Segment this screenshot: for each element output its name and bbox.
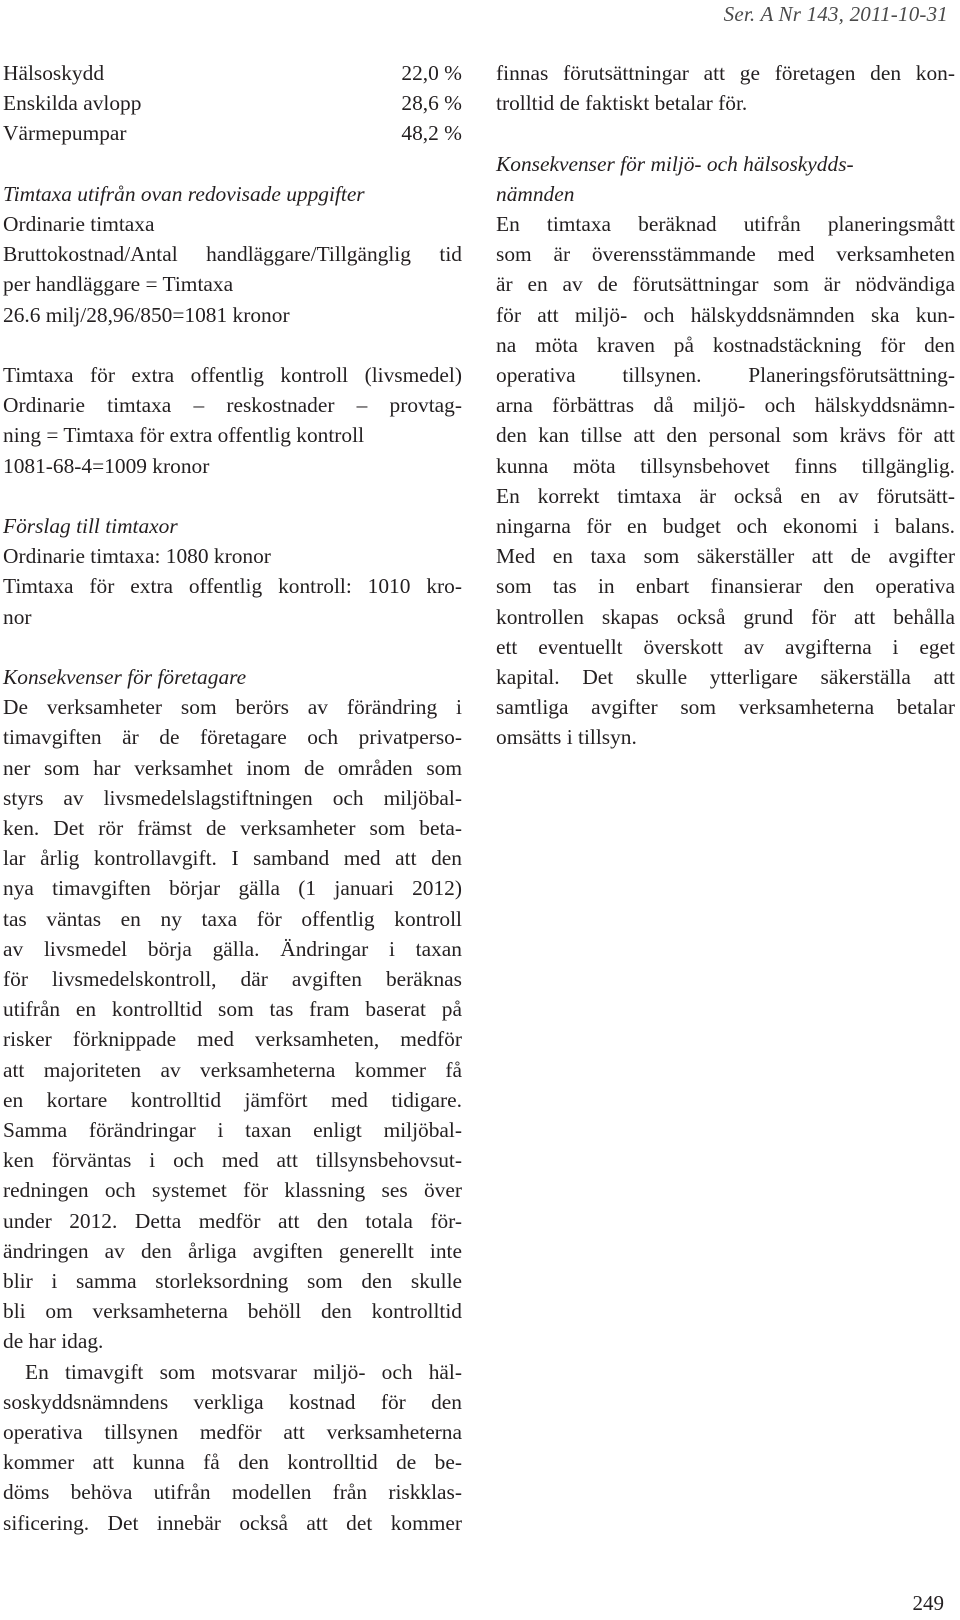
text-line: för att miljö- och hälskyddsnämnden ska kun- [496, 302, 955, 327]
section-heading: Timtaxa utifrån ovan redovisade uppgifter [3, 181, 365, 206]
stat-row [3, 88, 462, 118]
text-line: kommer att kunna få den kontrolltid de be- [3, 1450, 462, 1475]
text-line: timavgiften är de företagare och privatperso- [3, 725, 462, 750]
text-line: för livsmedelskontroll, där avgiften beräknas [3, 967, 462, 992]
text-line: samtliga avgifter som verksamheterna betalar [496, 695, 955, 720]
text-line: ning = Timtaxa för extra offentlig kontroll [3, 423, 365, 448]
stat-label: Värmepumpar [3, 121, 127, 146]
paragraph [496, 58, 955, 118]
text-line: De verksamheter som berörs av förändring i [3, 695, 462, 720]
text-line: ken. Det rör främst de verksamheter som beta- [3, 816, 462, 841]
text-line: risker förknippade med verksamheten, medför [3, 1027, 462, 1052]
text-line: operativa tillsynen. Planeringsförutsättning- [496, 363, 955, 388]
text-line: ner som har verksamhet inom de områden som [3, 755, 462, 780]
text-line: soskyddsnämndens verkliga kostnad för den [3, 1389, 462, 1414]
page-header: Ser. A Nr 143, 2011-10-31 [723, 2, 948, 26]
text-line: ningarna för en budget och ekonomi i balans. [496, 514, 955, 539]
text-line: att majoriteten av verksamheterna kommer få [3, 1057, 462, 1082]
text-line: redningen och systemet för klassning ses över [3, 1178, 462, 1203]
section-heading: Konsekvenser för företagare [3, 665, 247, 689]
stat-row [3, 58, 462, 88]
stat-label: Enskilda avlopp [3, 91, 142, 116]
text-line: ändringen av den årliga avgiften generellt inte [3, 1238, 462, 1263]
text-line: en kortare kontrolltid jämfört med tidigare. [3, 1087, 462, 1112]
text-line: som tas in enbart finansierar den operativa [496, 574, 955, 599]
text-line: En timavgift som motsvarar miljö- och häl- [25, 1359, 462, 1384]
committee-consequences-section [496, 149, 955, 753]
text-line: kunna möta tillsynsbehovet finns tillgänglig. [496, 453, 955, 478]
text-line: Samma förändringar i taxan enligt miljöbal- [3, 1118, 462, 1143]
text-line: En korrekt timtaxa är också en av förutsätt- [496, 483, 955, 508]
left-column [3, 58, 462, 1538]
text-line: är en av de förutsättningar som är nödvändiga [496, 272, 955, 297]
text-line: Bruttokostnad/Antal handläggare/Tillgänglig tid [3, 242, 462, 267]
text-line: kapital. Det skulle ytterligare säkerställa att [496, 665, 955, 690]
section-heading: Förslag till timtaxor [3, 514, 178, 538]
right-column [496, 58, 955, 753]
text-line: Ordinarie timtaxa – reskostnader – provtag- [3, 393, 462, 418]
text-line: utifrån en kontrolltid som tas fram baserat på [3, 997, 462, 1022]
section-heading: nämnden [496, 181, 575, 206]
text-line: Timtaxa för extra offentlig kontroll: 1010 kro- [3, 574, 462, 599]
page-number: 249 [912, 1591, 944, 1615]
text-line: finnas förutsättningar att ge företagen den kon- [496, 61, 955, 85]
text-line: 26.6 milj/28,96/850=1081 kronor [3, 302, 290, 327]
text-line: Timtaxa för extra offentlig kontroll (livsmedel) [3, 363, 462, 387]
stat-value: 22,0 % [401, 61, 462, 85]
text-line: som är överensstämmande med verksamheten [496, 242, 955, 267]
stat-row [3, 118, 462, 148]
text-line: na möta kraven på kostnadstäckning för den [496, 332, 955, 357]
text-line: operativa tillsynen medför att verksamheterna [3, 1420, 462, 1445]
text-line: bli om verksamheterna behöll den kontrolltid [3, 1299, 462, 1324]
text-line: 1081-68-4=1009 kronor [3, 453, 210, 478]
stat-value: 28,6 % [401, 91, 462, 116]
text-line: ken förväntas i och med att tillsynsbehovsut- [3, 1148, 462, 1173]
text-line: nor [3, 604, 32, 629]
extra-control-section [3, 360, 462, 481]
text-line: döms behöva utifrån modellen från riskklas- [3, 1480, 462, 1505]
stat-label: Hälsoskydd [3, 61, 105, 85]
paragraph [496, 209, 955, 753]
text-line: tas väntas en ny taxa för offentlig kontroll [3, 906, 462, 931]
text-line: per handläggare = Timtaxa [3, 272, 234, 297]
text-line: En timtaxa beräknad utifrån planeringsmått [496, 212, 955, 236]
business-consequences-section [3, 662, 462, 1538]
text-line: den kan tillse att den personal som krävs för att [496, 423, 955, 448]
text-line: styrs av livsmedelslagstiftningen och miljöbal- [3, 785, 462, 810]
text-line: trolltid de faktiskt betalar för. [496, 91, 748, 116]
timtaxa-section [3, 179, 462, 330]
text-line: av livsmedel börja gälla. Ändringar i taxan [3, 936, 462, 961]
text-line: omsätts i tillsyn. [496, 725, 637, 750]
text-line: Med en taxa som säkerställer att de avgifter [496, 544, 955, 569]
text-line: ett eventuellt överskott av avgifterna i eget [496, 634, 955, 659]
stats-table [3, 58, 462, 149]
proposal-section [3, 511, 462, 632]
paragraph [3, 692, 462, 1356]
text-line: blir i samma storleksordning som den skulle [3, 1269, 462, 1294]
text-line: Ordinarie timtaxa: 1080 kronor [3, 544, 271, 569]
paragraph [3, 1357, 462, 1538]
text-line: lar årlig kontrollavgift. I samband med att den [3, 846, 462, 871]
text-line: kontrollen skapas också grund för att behålla [496, 604, 955, 629]
text-line: under 2012. Detta medför att den totala för- [3, 1208, 462, 1233]
stat-value: 48,2 % [401, 121, 462, 146]
section-heading: Konsekvenser för miljö- och hälsoskydds- [496, 151, 854, 176]
text-line: Ordinarie timtaxa [3, 212, 155, 236]
text-line: de har idag. [3, 1329, 104, 1354]
text-line: nya timavgiften börjar gälla (1 januari 2012) [3, 876, 462, 901]
text-line: arna förbättras då miljö- och hälskyddsnämn- [496, 393, 955, 418]
text-line: sificering. Det innebär också att det kommer [3, 1510, 462, 1535]
